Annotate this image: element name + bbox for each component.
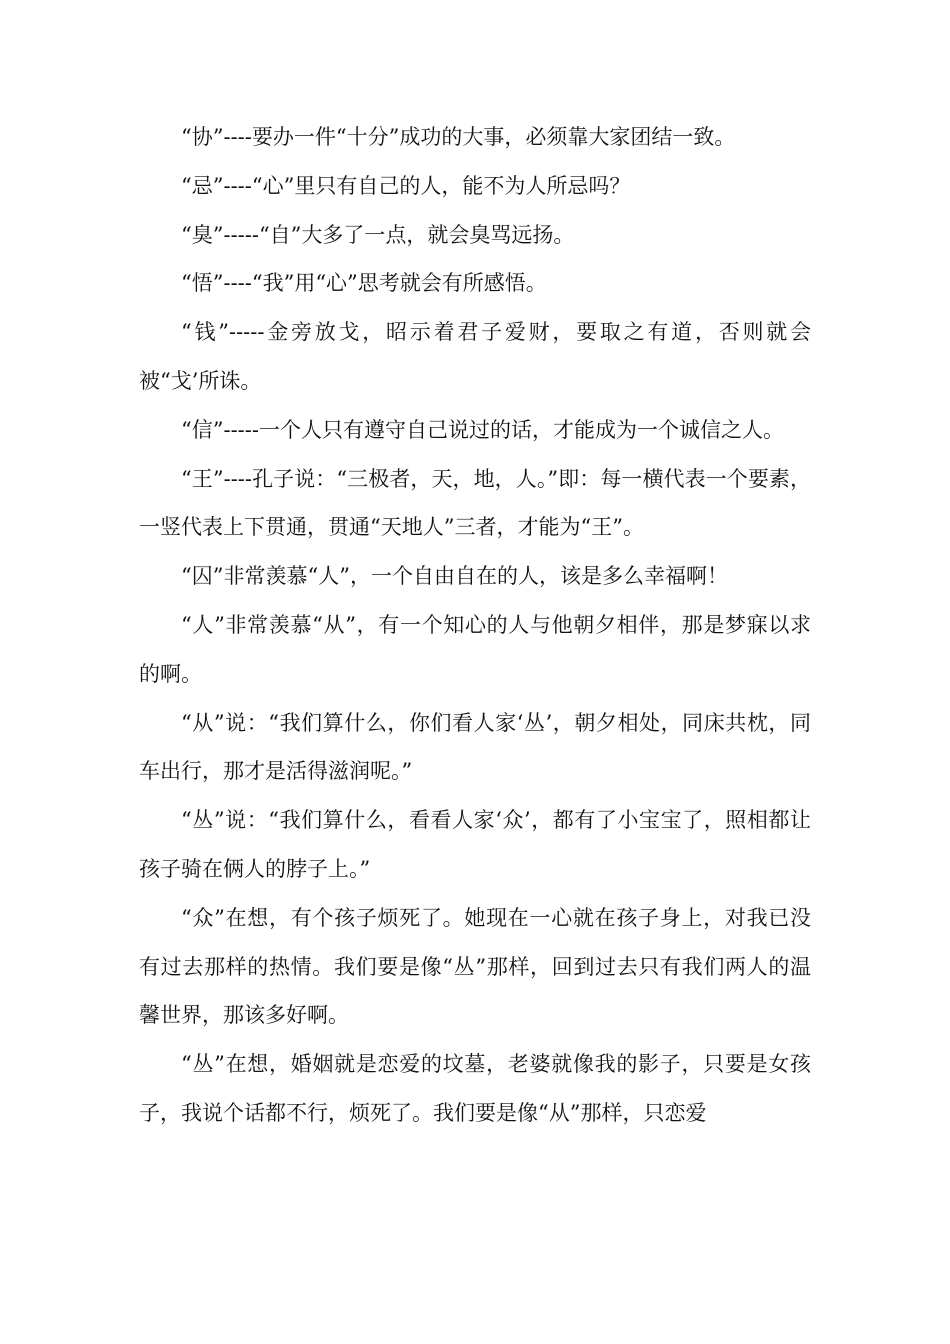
paragraph-wu: “悟”----“我”用“心”思考就会有所感悟。 [181, 271, 547, 296]
paragraph-xin: “信”-----一个人只有遵守自己说过的话，才能成为一个诚信之人。 [181, 417, 784, 442]
paragraph-cong-says: “从”说：“我们算什么，你们看人家‘丛’，朝夕相处，同床共枕，同车出行，那才是活得滋润呢。” [139, 710, 811, 784]
paragraph-qiu: “囚”非常羡慕“人”，一个自由自在的人，该是多么幸福啊！ [181, 564, 728, 589]
paragraph-xie: “协”----要办一件“十分”成功的大事，必须靠大家团结一致。 [181, 125, 736, 149]
paragraph-cong2-thinks: “丛”在想，婚姻就是恋爱的坟墓，老婆就像我的影子，只要是女孩子，我说个话都不行，烦死了。我们要是像“从”那样，只恋爱 [139, 1052, 811, 1125]
paragraph-ji: “忌”----“心”里只有自己的人，能不为人所忌吗？ [181, 173, 631, 198]
paragraph-qian: “钱”-----金旁放戈，昭示着君子爱财，要取之有道，否则就会被“戈’所诛。 [139, 320, 811, 393]
paragraph-cong2-says: “丛”说：“我们算什么，看看人家‘众’，都有了小宝宝了，照相都让孩子骑在俩人的脖子上。” [139, 808, 811, 881]
document-body [139, 113, 811, 1138]
paragraph-wang: “王”----孔子说：“三极者，天，地，人。”即：每一横代表一个要素，一竖代表上下贯通，贯通“天地人”三者，才能为“王”。 [139, 466, 811, 540]
paragraph-ren: “人”非常羡慕“从”，有一个知心的人与他朝夕相伴，那是梦寐以求的啊。 [139, 612, 811, 686]
paragraph-zhong-thinks: “众”在想，有个孩子烦死了。她现在一心就在孩子身上，对我已没有过去那样的热情。我们要是像“丛”那样，回到过去只有我们两人的温馨世界，那该多好啊。 [139, 905, 811, 1028]
paragraph-chou: “臭”-----“自”大多了一点，就会臭骂远扬。 [181, 222, 575, 247]
